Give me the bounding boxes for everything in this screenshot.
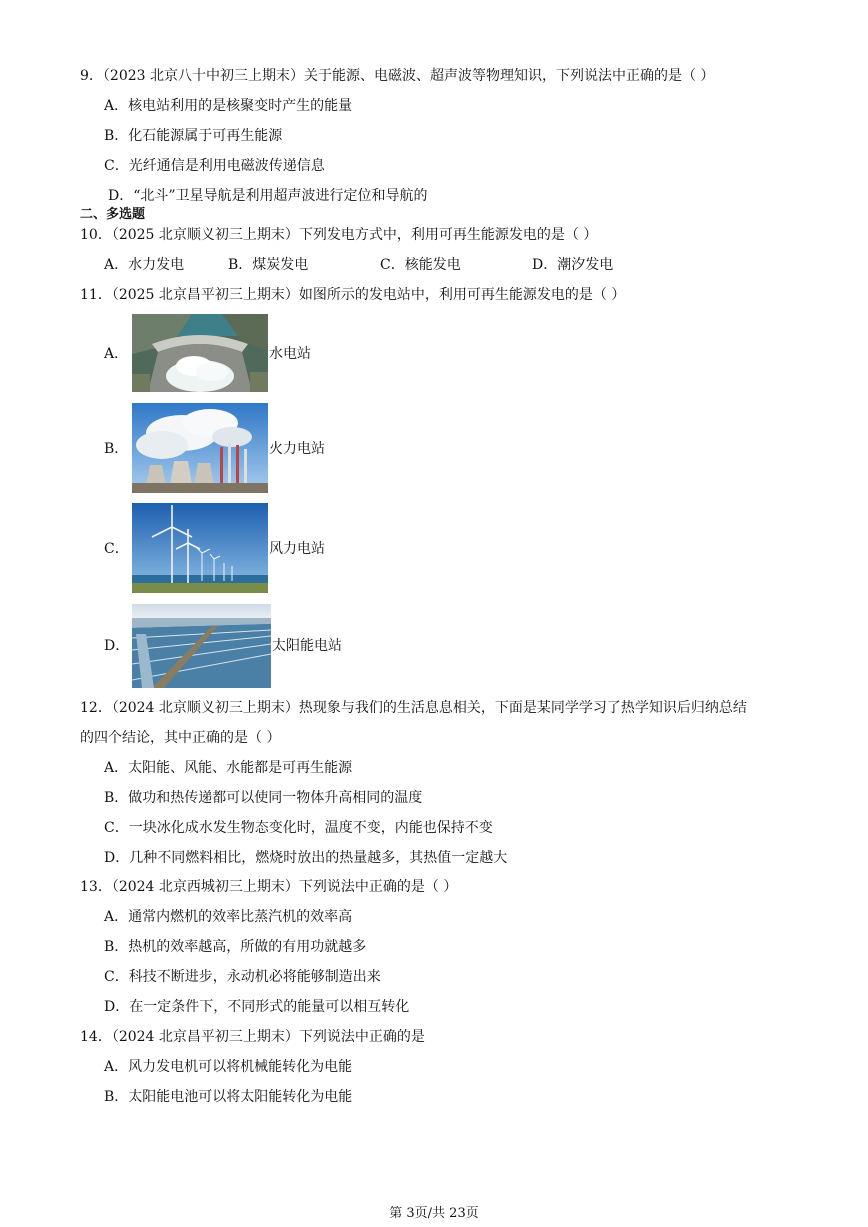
q13-option-d: D．在一定条件下，不同形式的能量可以相互转化 <box>104 999 410 1015</box>
q12-option-c: C．一块冰化成水发生物态变化时，温度不变，内能也保持不变 <box>104 820 493 836</box>
thermal-power-plant-image <box>132 403 268 493</box>
q12-option-a: A．太阳能、风能、水能都是可再生能源 <box>104 760 353 776</box>
q9-stem: 9．（2023 北京八十中初三上期末）关于能源、电磁波、超声波等物理知识，下列说法中正确的是（ ） <box>80 68 715 84</box>
q11-stem: 11．（2025 北京昌平初三上期末）如图所示的发电站中，利用可再生能源发电的是（ ） <box>80 287 626 303</box>
page-footer: 第 3页/共 23页 <box>389 1206 479 1221</box>
q9-option-b: B．化石能源属于可再生能源 <box>104 128 283 144</box>
q11-option-b-caption: 火力电站 <box>269 441 325 457</box>
q10-option-a: A．水力发电 <box>104 257 185 273</box>
q11-option-c-caption: 风力电站 <box>269 541 325 557</box>
q12-option-b: B．做功和热传递都可以使同一物体升高相同的温度 <box>104 790 423 806</box>
section-heading-multiple-choice: 二、多选题 <box>80 207 146 222</box>
wind-turbines-image <box>132 503 268 593</box>
q11-option-c-letter: C． <box>104 541 129 557</box>
q12-stem-line2: 的四个结论，其中正确的是（ ） <box>80 730 281 746</box>
q13-option-c: C．科技不断进步，永动机必将能够制造出来 <box>104 969 381 985</box>
q12-stem-line1: 12．（2024 北京顺义初三上期末）热现象与我们的生活息息相关，下面是某同学学习了热学知识后归纳总结 <box>80 700 747 716</box>
hydropower-dam-image <box>132 314 268 392</box>
q12-option-d: D．几种不同燃料相比，燃烧时放出的热量越多，其热值一定越大 <box>104 850 508 866</box>
q10-option-d: D．潮汐发电 <box>532 257 614 273</box>
q13-option-a: A．通常内燃机的效率比蒸汽机的效率高 <box>104 909 353 925</box>
q13-option-b: B．热机的效率越高，所做的有用功就越多 <box>104 939 367 955</box>
q11-option-a-caption: 水电站 <box>269 346 311 362</box>
q11-option-a-letter: A． <box>104 346 129 362</box>
q11-option-d-caption: 太阳能电站 <box>272 638 342 654</box>
q9-option-c: C．光纤通信是利用电磁波传递信息 <box>104 158 325 174</box>
q10-stem: 10．（2025 北京顺义初三上期末）下列发电方式中，利用可再生能源发电的是（ ） <box>80 227 598 243</box>
q11-option-b-letter: B． <box>104 441 129 457</box>
q9-option-a: A．核电站利用的是核聚变时产生的能量 <box>104 98 353 114</box>
q11-option-d-letter: D． <box>104 638 130 654</box>
q9-option-d: D．“北斗”卫星导航是利用超声波进行定位和导航的 <box>108 188 428 204</box>
q14-option-b: B．太阳能电池可以将太阳能转化为电能 <box>104 1089 353 1105</box>
q14-stem: 14．（2024 北京昌平初三上期末）下列说法中正确的是 <box>80 1029 425 1045</box>
q14-option-a: A．风力发电机可以将机械能转化为电能 <box>104 1059 353 1075</box>
q10-option-c: C．核能发电 <box>380 257 461 273</box>
q13-stem: 13．（2024 北京西城初三上期末）下列说法中正确的是（ ） <box>80 879 458 895</box>
q10-option-b: B．煤炭发电 <box>228 257 309 273</box>
solar-panel-field-image <box>132 604 271 688</box>
